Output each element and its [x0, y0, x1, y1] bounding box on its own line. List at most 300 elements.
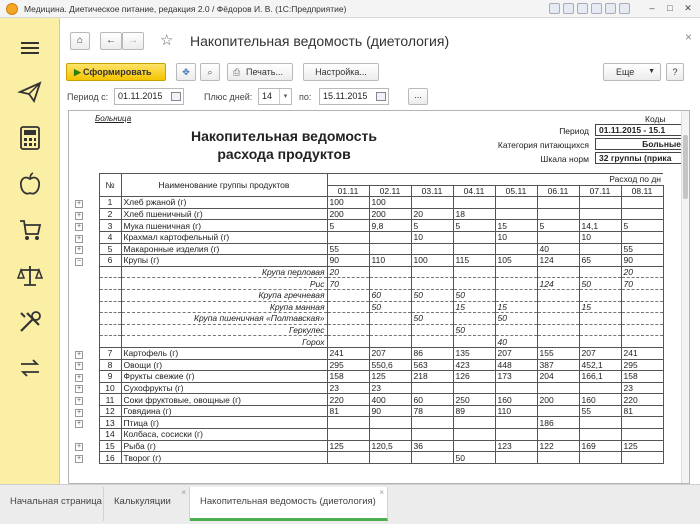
consumption-value-cell: 110	[495, 405, 537, 417]
row-number-cell: 10	[99, 382, 121, 394]
consumption-value-cell: 126	[453, 371, 495, 383]
consumption-value-cell: 15	[453, 301, 495, 313]
consumption-value-cell: 122	[537, 440, 579, 452]
consumption-value-cell: 70	[327, 278, 369, 290]
favorites-icon[interactable]	[591, 3, 602, 14]
consumption-value-cell: 100	[411, 255, 453, 267]
close-form-icon[interactable]: ×	[684, 30, 692, 44]
table-header-row	[69, 174, 663, 186]
expand-icon[interactable]: +	[76, 408, 82, 416]
sub-number-cell	[99, 278, 121, 290]
table-subrow[interactable]	[69, 313, 663, 325]
consumption-value-cell	[453, 336, 495, 348]
product-group-name-cell: Птица (г)	[121, 417, 327, 429]
consumption-value-cell: 23	[327, 382, 369, 394]
consumption-value-cell	[495, 429, 537, 441]
consumption-value-cell: 110	[369, 255, 411, 267]
period-from-value: 01.11.2015	[118, 91, 163, 101]
window-title: Медицина. Диетическое питание, редакция 2.0 / Фёдоров И. В. (1С:Предприятие)	[24, 3, 347, 14]
consumption-value-cell: 5	[537, 220, 579, 232]
consumption-value-cell: 60	[369, 289, 411, 301]
consumption-value-cell	[621, 429, 663, 441]
expander-cell	[69, 440, 89, 452]
consumption-value-cell: 89	[453, 405, 495, 417]
generate-button[interactable]	[66, 63, 166, 81]
row-number-cell: 7	[99, 347, 121, 359]
table-row[interactable]	[69, 197, 663, 209]
scales-icon[interactable]	[16, 262, 44, 290]
calculator-icon[interactable]	[16, 124, 44, 152]
table-subrow[interactable]	[69, 289, 663, 301]
expand-icon[interactable]: +	[76, 350, 82, 358]
consumption-value-cell	[621, 208, 663, 220]
row-number-cell: 16	[99, 452, 121, 464]
print-button-label: Печать...	[246, 67, 283, 77]
expander-cell	[69, 324, 89, 336]
consumption-value-cell: 207	[369, 347, 411, 359]
report-spreadsheet[interactable]	[68, 110, 690, 484]
spacer-cell	[89, 289, 99, 301]
consumption-value-cell	[537, 301, 579, 313]
expand-icon[interactable]: +	[76, 223, 82, 231]
titlebar-toolbar	[549, 3, 630, 14]
tab-close-icon[interactable]: ×	[379, 488, 384, 497]
consumption-value-cell	[411, 301, 453, 313]
spacer-cell	[89, 405, 99, 417]
settings-button[interactable]: Настройка...	[303, 63, 379, 81]
consumption-value-cell: 50	[411, 289, 453, 301]
consumption-value-cell	[453, 429, 495, 441]
product-group-name-cell: Рыба (г)	[121, 440, 327, 452]
tab-home[interactable]	[0, 487, 104, 521]
expander-cell	[69, 313, 89, 325]
consumption-value-cell: 50	[453, 452, 495, 464]
table-row[interactable]	[69, 394, 663, 406]
consumption-value-cell: 10	[411, 231, 453, 243]
select-period-button[interactable]: ...	[408, 88, 428, 105]
stepper-icon[interactable]: ▾	[279, 89, 291, 104]
column-header-no: №	[99, 174, 121, 197]
consumption-value-cell	[411, 382, 453, 394]
codes-label: Коды	[645, 114, 666, 124]
sub-number-cell	[99, 266, 121, 278]
consumption-value-cell	[453, 417, 495, 429]
consumption-value-cell	[495, 266, 537, 278]
row-number-cell: 2	[99, 208, 121, 220]
table-row[interactable]	[69, 255, 663, 267]
column-header-name: Наименование группы продуктов	[121, 174, 327, 197]
expand-icon[interactable]: +	[76, 420, 82, 428]
consumption-value-cell: 40	[537, 243, 579, 255]
expand-icon[interactable]: +	[76, 397, 82, 405]
period-meta-value: 01.11.2015 - 15.1	[595, 124, 685, 136]
consumption-value-cell: 169	[579, 440, 621, 452]
scrollbar-thumb[interactable]	[683, 135, 688, 199]
consumption-value-cell: 200	[369, 208, 411, 220]
consumption-value-cell	[453, 382, 495, 394]
consumption-value-cell: 10	[495, 231, 537, 243]
tab-calculations-label: Калькуляции	[114, 496, 171, 507]
table-row[interactable]	[69, 417, 663, 429]
consumption-value-cell	[453, 313, 495, 325]
date-column-header: 08.11	[621, 185, 663, 197]
consumption-value-cell: 90	[327, 255, 369, 267]
sub-number-cell	[99, 324, 121, 336]
consumption-value-cell: 220	[327, 394, 369, 406]
collapse-icon[interactable]: −	[76, 257, 82, 265]
consumption-value-cell	[537, 313, 579, 325]
vertical-scrollbar[interactable]	[681, 111, 689, 483]
consumption-value-cell	[621, 301, 663, 313]
chevron-down-icon: ▼	[648, 68, 655, 75]
apple-icon[interactable]	[16, 170, 44, 198]
cart-icon[interactable]	[16, 216, 44, 244]
consumption-value-cell: 36	[411, 440, 453, 452]
report-form	[60, 18, 700, 484]
plus-days-label: Плюс дней:	[204, 92, 253, 102]
subitem-name-cell: Крупа манная	[121, 301, 327, 313]
consumption-value-cell	[621, 452, 663, 464]
consumption-value-cell: 220	[621, 394, 663, 406]
product-group-name-cell: Хлеб пшеничный (г)	[121, 208, 327, 220]
consumption-value-cell: 452,1	[579, 359, 621, 371]
table-row[interactable]	[69, 440, 663, 452]
subitem-name-cell: Крупа перловая	[121, 266, 327, 278]
expand-icon[interactable]: +	[76, 373, 82, 381]
calendar-icon[interactable]	[171, 92, 181, 101]
table-row[interactable]	[69, 359, 663, 371]
consumption-value-cell	[369, 266, 411, 278]
subitem-name-cell: Рис	[121, 278, 327, 290]
consumption-value-cell	[495, 289, 537, 301]
consumption-value-cell	[621, 417, 663, 429]
expander-cell	[69, 231, 89, 243]
expand-icon[interactable]: +	[76, 362, 82, 370]
notifications-icon[interactable]	[605, 3, 616, 14]
consumption-value-cell: 23	[369, 382, 411, 394]
close-window-icon[interactable]: ✕	[684, 3, 692, 13]
consumption-value-cell: 90	[369, 405, 411, 417]
table-subrow[interactable]	[69, 324, 663, 336]
date-column-header: 05.11	[495, 185, 537, 197]
expander-cell	[69, 243, 89, 255]
print-icon[interactable]	[563, 3, 574, 14]
expander-cell	[69, 429, 89, 441]
consumption-value-cell	[327, 231, 369, 243]
consumption-value-cell: 86	[411, 347, 453, 359]
play-icon: ▶	[74, 67, 81, 77]
consumption-value-cell	[579, 417, 621, 429]
consumption-value-cell	[369, 324, 411, 336]
expander-cell	[69, 382, 89, 394]
sub-number-cell	[99, 301, 121, 313]
consumption-value-cell	[453, 197, 495, 209]
expand-icon[interactable]: +	[76, 455, 82, 463]
expander-cell	[69, 301, 89, 313]
consumption-value-cell	[537, 266, 579, 278]
consumption-value-cell	[537, 429, 579, 441]
table-row[interactable]	[69, 429, 663, 441]
consumption-value-cell: 5	[411, 220, 453, 232]
consumption-value-cell	[369, 417, 411, 429]
consumption-value-cell	[495, 382, 537, 394]
spacer-cell	[89, 174, 99, 186]
expand-groups-button[interactable]	[176, 63, 196, 81]
consumption-value-cell: 105	[495, 255, 537, 267]
spacer-cell	[89, 243, 99, 255]
printer-icon: ⎙	[233, 67, 241, 77]
consumption-value-cell	[537, 405, 579, 417]
info-icon[interactable]	[619, 3, 630, 14]
product-group-name-cell: Овощи (г)	[121, 359, 327, 371]
subitem-name-cell: Горох	[121, 336, 327, 348]
row-number-cell: 15	[99, 440, 121, 452]
consumption-value-cell	[579, 336, 621, 348]
spacer-cell	[89, 382, 99, 394]
expand-icon[interactable]: +	[76, 199, 82, 207]
row-number-cell: 9	[99, 371, 121, 383]
history-icon[interactable]	[577, 3, 588, 14]
period-to-value: 15.11.2015	[323, 91, 368, 101]
table-row[interactable]	[69, 347, 663, 359]
maximize-icon[interactable]: □	[667, 3, 673, 13]
period-from-field[interactable]	[114, 88, 184, 105]
product-group-name-cell: Сухофрукты (г)	[121, 382, 327, 394]
table-subrow[interactable]	[69, 336, 663, 348]
spacer-cell	[89, 208, 99, 220]
product-group-name-cell: Фрукты свежие (г)	[121, 371, 327, 383]
more-button[interactable]	[603, 63, 661, 81]
consumption-value-cell	[579, 208, 621, 220]
consumption-value-cell	[453, 266, 495, 278]
consumption-value-cell: 207	[579, 347, 621, 359]
table-row[interactable]	[69, 243, 663, 255]
product-group-name-cell: Говядина (г)	[121, 405, 327, 417]
consumption-value-cell	[453, 440, 495, 452]
expander-column-header	[69, 174, 89, 186]
table-subrow[interactable]	[69, 301, 663, 313]
consumption-value-cell: 20	[621, 266, 663, 278]
expand-icon[interactable]: +	[76, 211, 82, 219]
consumption-value-cell	[579, 266, 621, 278]
row-number-cell: 11	[99, 394, 121, 406]
subitem-name-cell: Геркулес	[121, 324, 327, 336]
consumption-value-cell	[411, 336, 453, 348]
consumption-value-cell	[537, 289, 579, 301]
consumption-value-cell	[411, 243, 453, 255]
product-group-name-cell: Соки фруктовые, овощные (г)	[121, 394, 327, 406]
consumption-value-cell	[411, 278, 453, 290]
tools-icon[interactable]	[16, 308, 44, 336]
spacer-cell	[89, 429, 99, 441]
consumption-value-cell	[537, 324, 579, 336]
home-button[interactable]: ⌂	[70, 32, 90, 50]
expand-icon[interactable]: +	[76, 234, 82, 242]
find-button[interactable]	[200, 63, 220, 81]
move-icon: ✥	[182, 67, 190, 77]
consumption-value-cell	[495, 278, 537, 290]
more-button-label: Еще	[616, 67, 635, 77]
consumption-value-cell: 15	[579, 301, 621, 313]
consumption-value-cell: 55	[621, 243, 663, 255]
table-subrow[interactable]	[69, 278, 663, 290]
consumption-value-cell: 173	[495, 371, 537, 383]
table-row[interactable]	[69, 208, 663, 220]
expander-cell	[69, 278, 89, 290]
spacer-cell	[89, 359, 99, 371]
row-number-cell: 6	[99, 255, 121, 267]
product-group-name-cell: Картофель (г)	[121, 347, 327, 359]
consumption-value-cell	[579, 324, 621, 336]
table-row[interactable]	[69, 371, 663, 383]
expander-cell	[69, 347, 89, 359]
sections-sidebar	[0, 18, 60, 484]
table-row[interactable]	[69, 231, 663, 243]
norms-meta-value: 32 группы (прика	[595, 152, 685, 164]
spacer-cell	[89, 197, 99, 209]
spacer-cell	[89, 301, 99, 313]
product-group-name-cell: Мука пшеничная (г)	[121, 220, 327, 232]
consumption-value-cell	[495, 243, 537, 255]
consumption-value-cell: 18	[453, 208, 495, 220]
spacer-cell	[89, 394, 99, 406]
consumption-value-cell: 90	[621, 255, 663, 267]
consumption-value-cell	[327, 429, 369, 441]
consumption-value-cell	[369, 313, 411, 325]
help-button[interactable]: ?	[666, 63, 684, 81]
print-button[interactable]	[227, 63, 293, 81]
consumption-value-cell	[327, 301, 369, 313]
row-number-cell: 3	[99, 220, 121, 232]
expander-cell	[69, 452, 89, 464]
consumption-value-cell	[495, 452, 537, 464]
consumption-value-cell	[411, 429, 453, 441]
table-row[interactable]	[69, 220, 663, 232]
expander-cell	[69, 336, 89, 348]
consumption-value-cell: 5	[453, 220, 495, 232]
consumption-value-cell: 135	[453, 347, 495, 359]
consumption-value-cell: 250	[453, 394, 495, 406]
consumption-value-cell: 20	[411, 208, 453, 220]
expand-icon[interactable]: +	[76, 246, 82, 254]
consumption-value-cell: 65	[579, 255, 621, 267]
date-column-header: 04.11	[453, 185, 495, 197]
consumption-value-cell: 50	[453, 324, 495, 336]
expander-cell	[69, 394, 89, 406]
table-subrow[interactable]	[69, 266, 663, 278]
row-number-cell: 12	[99, 405, 121, 417]
page-title: Накопительная ведомость (диетология)	[190, 33, 450, 49]
expander-cell	[69, 208, 89, 220]
back-button[interactable]: ←	[100, 32, 122, 50]
period-to-field[interactable]	[319, 88, 389, 105]
consumption-value-cell	[537, 208, 579, 220]
consumption-value-cell	[621, 336, 663, 348]
consumption-value-cell	[495, 208, 537, 220]
consumption-value-cell	[495, 324, 537, 336]
consumption-value-cell: 166,1	[579, 371, 621, 383]
consumption-value-cell: 158	[621, 371, 663, 383]
sub-number-cell	[99, 336, 121, 348]
consumption-value-cell	[537, 231, 579, 243]
consumption-value-cell: 124	[537, 278, 579, 290]
consumption-value-cell	[621, 313, 663, 325]
consumption-value-cell	[411, 324, 453, 336]
favorite-star-icon[interactable]: ☆	[160, 32, 174, 49]
tab-accumulation-statement[interactable]	[190, 487, 388, 521]
consumption-value-cell	[579, 197, 621, 209]
consumption-value-cell: 20	[327, 266, 369, 278]
product-group-name-cell: Хлеб ржаной (г)	[121, 197, 327, 209]
expander-cell	[69, 197, 89, 209]
consumption-value-cell: 50	[411, 313, 453, 325]
consumption-value-cell	[369, 231, 411, 243]
consumption-value-cell: 55	[579, 405, 621, 417]
consumption-value-cell	[369, 278, 411, 290]
date-column-header: 01.11	[327, 185, 369, 197]
expander-cell	[69, 417, 89, 429]
consumption-value-cell: 9,8	[369, 220, 411, 232]
product-group-name-cell: Колбаса, сосиски (г)	[121, 429, 327, 441]
spacer-cell	[89, 231, 99, 243]
consumption-value-cell: 200	[327, 208, 369, 220]
generate-button-label: Сформировать	[83, 67, 152, 77]
consumption-value-cell: 40	[495, 336, 537, 348]
organization-name: Больница	[95, 114, 132, 123]
expander-column-header	[69, 185, 89, 197]
tab-close-icon[interactable]: ×	[181, 488, 186, 497]
consumption-value-cell: 207	[495, 347, 537, 359]
consumption-value-cell	[327, 324, 369, 336]
consumption-table	[69, 173, 664, 464]
tab-calculations[interactable]	[104, 487, 190, 521]
consumption-value-cell	[621, 197, 663, 209]
calendar-icon[interactable]	[376, 92, 386, 101]
consumption-value-cell	[621, 231, 663, 243]
consumption-value-cell	[621, 324, 663, 336]
expand-icon[interactable]: +	[76, 443, 82, 451]
consumption-value-cell: 124	[537, 255, 579, 267]
report-title	[169, 127, 399, 163]
consumption-value-cell: 100	[327, 197, 369, 209]
consumption-value-cell	[327, 336, 369, 348]
tab-accumulation-statement-label: Накопительная ведомость (диетология)	[200, 496, 376, 507]
consumption-value-cell	[411, 417, 453, 429]
spacer-cell	[89, 185, 99, 197]
table-row[interactable]	[69, 405, 663, 417]
consumption-value-cell	[327, 417, 369, 429]
save-icon[interactable]	[549, 3, 560, 14]
spacer-cell	[89, 220, 99, 232]
expander-cell	[69, 371, 89, 383]
spacer-cell	[89, 255, 99, 267]
product-group-name-cell: Макаронные изделия (г)	[121, 243, 327, 255]
consumption-value-cell	[453, 278, 495, 290]
exchange-icon[interactable]	[16, 354, 44, 382]
table-row[interactable]	[69, 382, 663, 394]
forward-button[interactable]: →	[122, 32, 144, 50]
table-row[interactable]	[69, 452, 663, 464]
menu-icon[interactable]	[16, 34, 44, 62]
consumption-value-cell: 123	[495, 440, 537, 452]
consumption-value-cell	[579, 313, 621, 325]
expand-icon[interactable]: +	[76, 385, 82, 393]
spacer-cell	[89, 347, 99, 359]
consumption-value-cell: 5	[327, 220, 369, 232]
minimize-icon[interactable]: –	[649, 3, 655, 13]
plus-days-field[interactable]	[258, 88, 292, 105]
paper-plane-icon[interactable]	[16, 78, 44, 106]
